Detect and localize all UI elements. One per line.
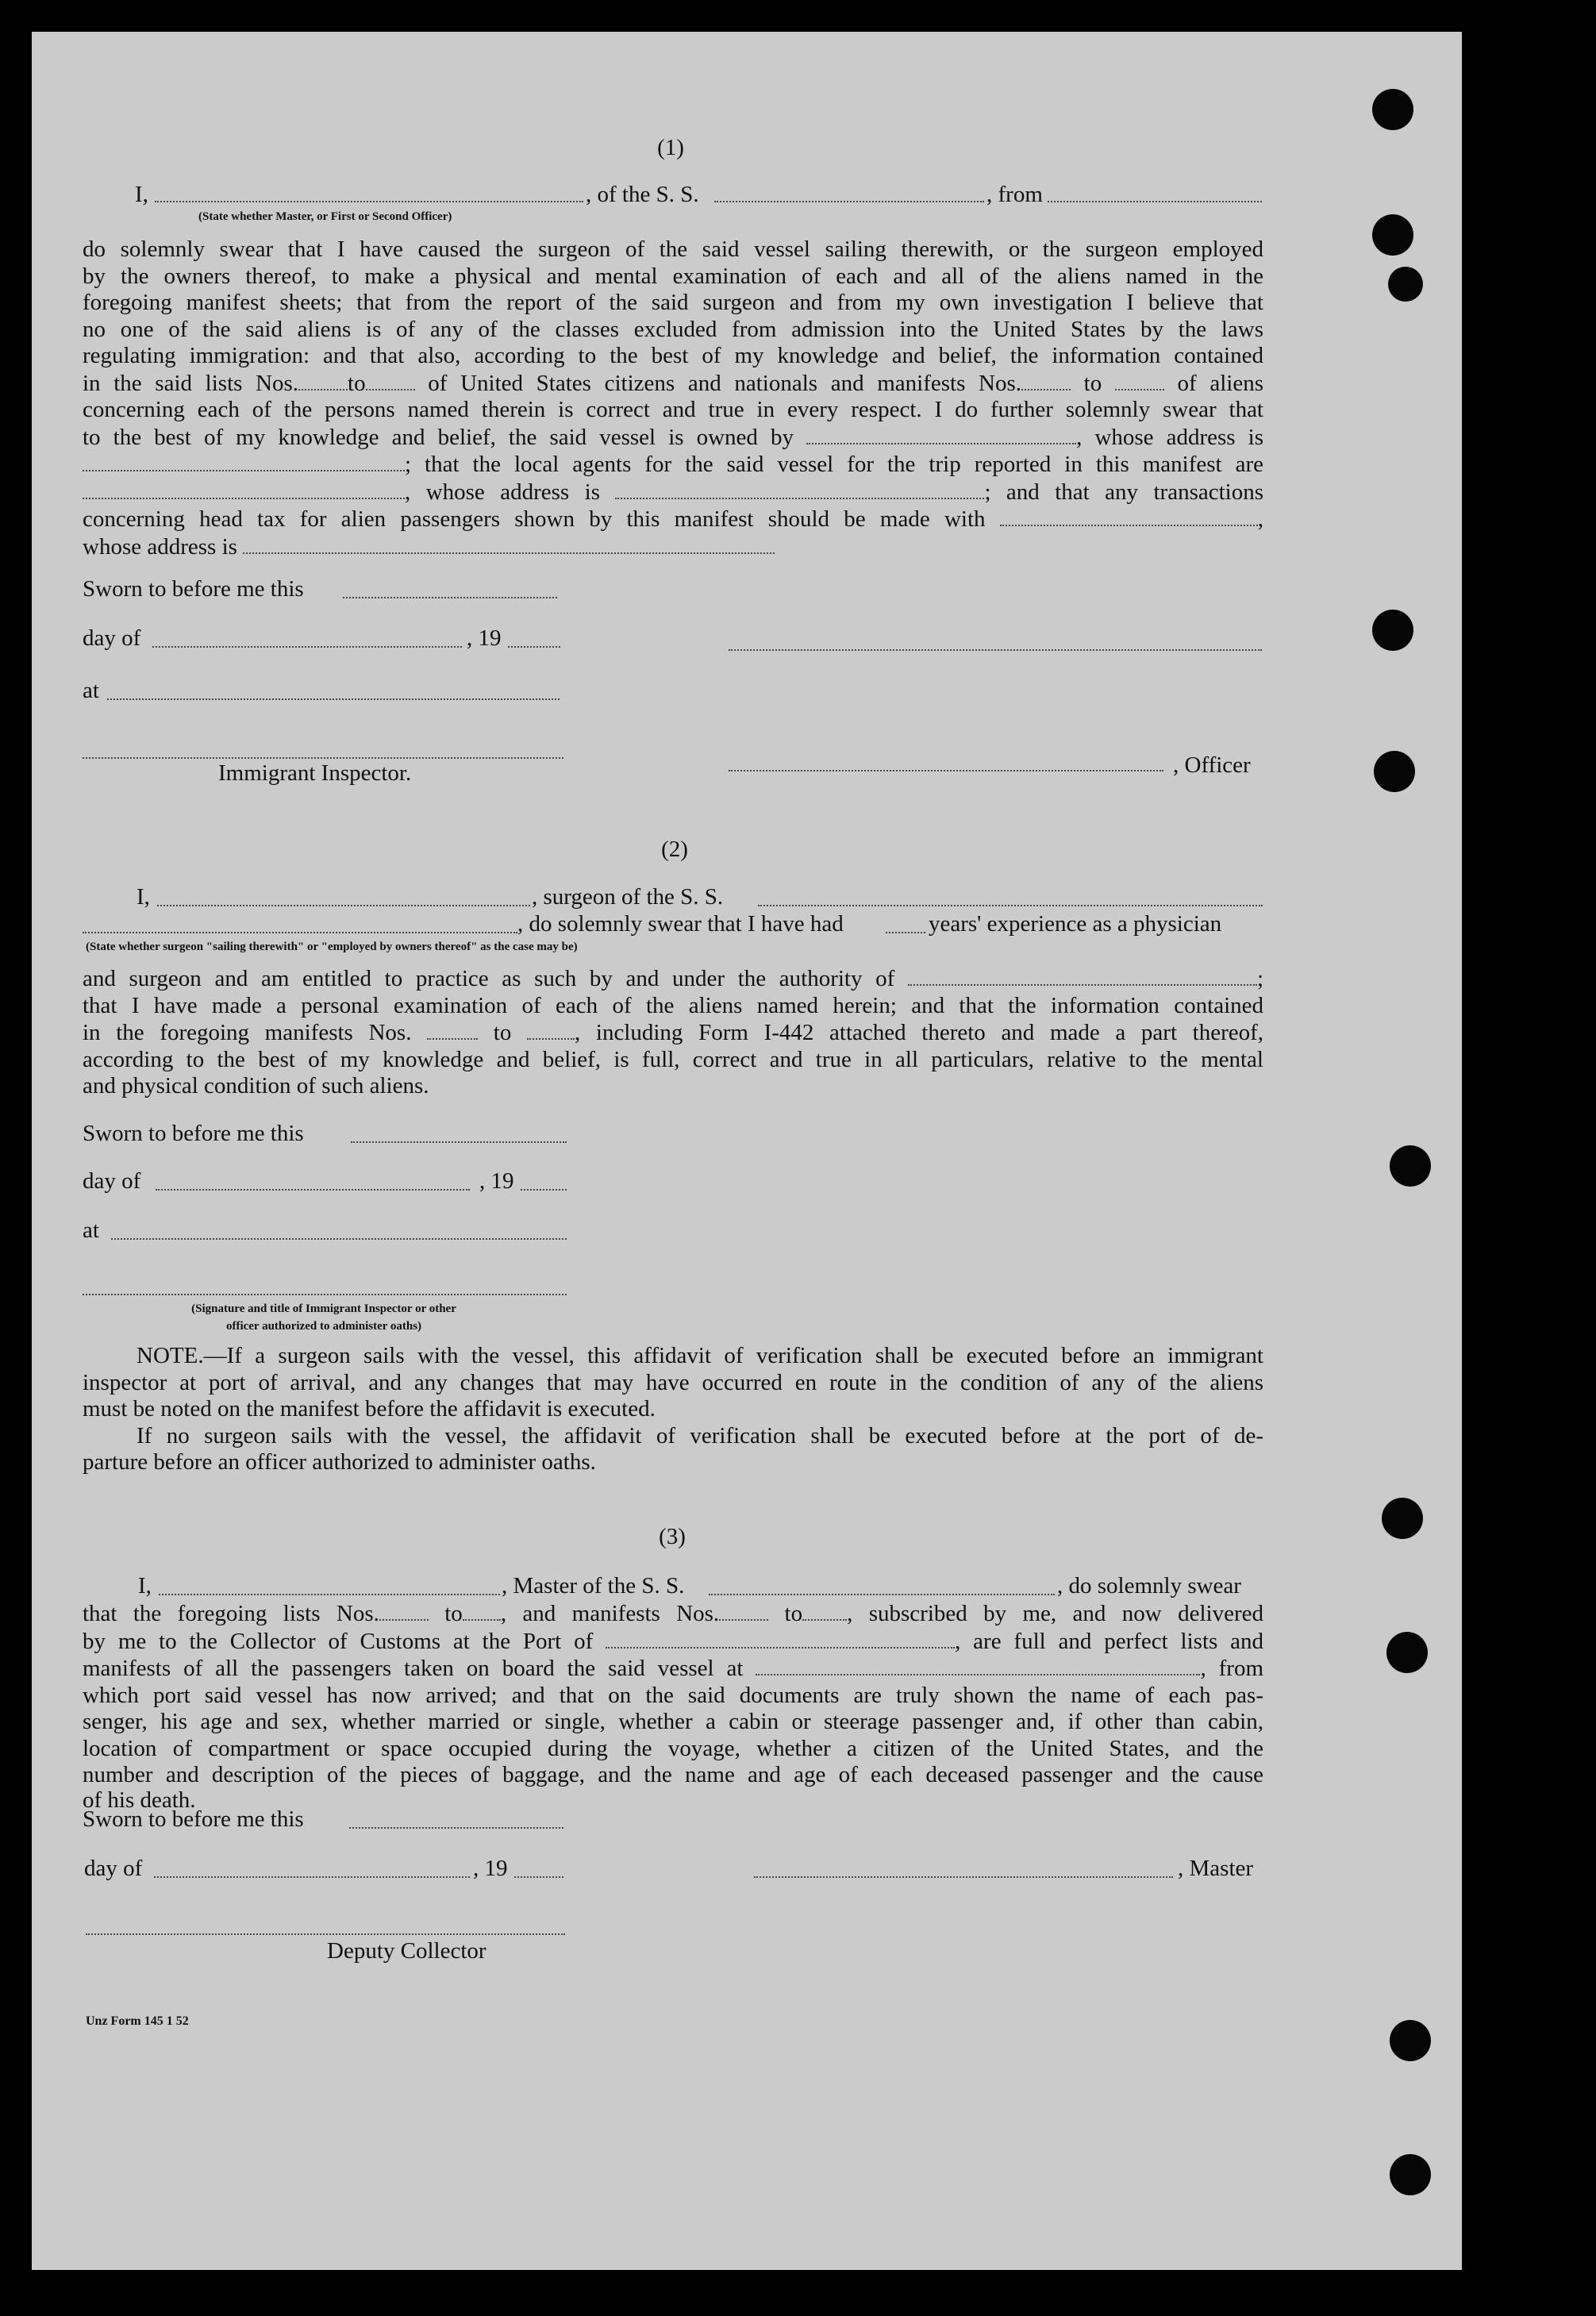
s3-text: manifests of all the passengers taken on board the said vessel at: [83, 1656, 744, 1681]
s2-text: , including Form I-442 attached thereto and made a part thereof,: [574, 1020, 1264, 1045]
s2-caption-line: (Signature and title of Immigrant Inspector or other: [191, 1302, 456, 1315]
s3-text: that the foregoing lists Nos.: [83, 1601, 379, 1626]
s2-line: and physical condition of such aliens.: [83, 1073, 429, 1098]
owner-address-field[interactable]: [83, 451, 405, 471]
s1-text: , whose address is: [1076, 424, 1264, 450]
s2-year-field[interactable]: [521, 1189, 567, 1191]
s2-month-field[interactable]: [156, 1189, 470, 1191]
s3-list-from-field[interactable]: [379, 1600, 429, 1621]
deputy-signature-field[interactable]: [86, 1933, 565, 1935]
s3-text: , are full and perfect lists and: [955, 1628, 1264, 1654]
s1-line: foregoing manifest sheets; that from the report of the said surgeon and from my own investigation I believe that: [83, 290, 1263, 315]
of-ss-label: , of the S. S.: [586, 182, 699, 207]
s1-year-label: , 19: [467, 625, 502, 651]
practice-authority-field[interactable]: [908, 965, 1257, 986]
master-of-label: , Master of the S. S.: [502, 1573, 685, 1599]
surgeon-note: [83, 1343, 1263, 1476]
s3-month-field[interactable]: [154, 1876, 470, 1878]
deputy-collector-label: Deputy Collector: [327, 1938, 486, 1964]
s1-text: concerning head tax for alien passengers shown by this manifest should be made with: [83, 506, 986, 532]
s3-list-to-field[interactable]: [463, 1600, 501, 1621]
ship-name-field[interactable]: [714, 201, 984, 202]
from-label: , from: [986, 182, 1043, 207]
section-3-heading: (3): [659, 1524, 686, 1549]
s1-text: to the best of my knowledge and belief, the said vessel is owned by: [83, 424, 794, 450]
note-line: must be noted on the manifest before the affidavit is executed.: [83, 1396, 656, 1422]
officer-rank-caption: (State whether Master, or First or Second Officer): [198, 210, 452, 223]
s3-year-field[interactable]: [514, 1876, 563, 1878]
section-2-body: [83, 965, 1263, 1100]
s3-text: , from: [1200, 1656, 1264, 1681]
inspector-signature-field[interactable]: [83, 757, 563, 759]
s3-line: [83, 1655, 1263, 1683]
s1-line: [83, 370, 1263, 398]
s1-line: no one of the said aliens is of any of the classes excluded from admission into the United States by the laws: [83, 316, 1263, 342]
surgeon-type-field[interactable]: [83, 932, 517, 933]
s1-text: ; and that any transactions: [984, 479, 1263, 505]
s1-sworn-label: Sworn to before me this: [83, 576, 304, 602]
surgeon-name-field[interactable]: [157, 905, 530, 906]
list-no-from-field[interactable]: [298, 370, 348, 390]
s2-line: [83, 1019, 1263, 1047]
s3-line: location of compartment or space occupied during the voyage, whether a citizen of the United States, and the: [83, 1735, 1263, 1761]
section-1-body: [83, 237, 1263, 560]
note-line: NOTE.—If a surgeon sails with the vessel, this affidavit of verification shall be executed before an immigrant: [137, 1343, 1263, 1368]
officer-signature-field[interactable]: [729, 649, 1262, 651]
s1-text: ; that the local agents for the said vessel for the trip reported in this manifest are: [405, 452, 1263, 477]
swear-label: , do solemnly swear that I have had: [517, 911, 844, 937]
years-label: years' experience as a physician: [929, 911, 1222, 937]
note-line: inspector at port of arrival, and any changes that may have occurred en route in the condition of any of the aliens: [83, 1369, 1263, 1395]
s3-text: , and manifests Nos.: [500, 1601, 720, 1626]
agents-address-field[interactable]: [615, 479, 984, 499]
s3-sworn-date-field[interactable]: [349, 1827, 563, 1829]
owner-field[interactable]: [806, 424, 1076, 444]
s3-line: of his death.: [83, 1787, 196, 1813]
master-label: , Master: [1178, 1856, 1254, 1881]
officer-label: , Officer: [1173, 752, 1251, 778]
s3-line: number and description of the pieces of baggage, and the name and age of each deceased passenger and the cause: [83, 1762, 1263, 1787]
s1-text: of aliens: [1177, 370, 1264, 396]
s1-line: by the owners thereof, to make a physical and mental examination of each and all of the aliens named in the: [83, 263, 1263, 289]
manifest-no-to-field[interactable]: [1115, 370, 1164, 390]
s1-at-place-field[interactable]: [107, 698, 560, 700]
s3-ship-name-field[interactable]: [709, 1594, 1055, 1595]
from-port-field[interactable]: [1048, 201, 1262, 202]
s1-text: in the said lists Nos.: [83, 370, 299, 396]
s3-text: by me to the Collector of Customs at the Port of: [83, 1628, 594, 1654]
s3-text: to: [784, 1601, 803, 1626]
s2-sworn-date-field[interactable]: [351, 1141, 567, 1143]
officer-rank-field[interactable]: [155, 201, 583, 202]
s2-line: according to the best of my knowledge and belief, is full, correct and true in all particulars, relative to the mental: [83, 1046, 1263, 1072]
s3-manifest-from-field[interactable]: [719, 1600, 768, 1621]
form-number: Unz Form 145 1 52: [86, 2014, 189, 2028]
section-3-body: [83, 1600, 1263, 1811]
s2-sworn-label: Sworn to before me this: [83, 1121, 304, 1146]
s3-text: , subscribed by me, and now delivered: [847, 1601, 1263, 1626]
s1-line: [83, 424, 1263, 452]
s1-line: [83, 451, 1263, 479]
s1-month-field[interactable]: [152, 646, 462, 648]
s2-manifest-from-field[interactable]: [427, 1019, 478, 1040]
local-agents-field[interactable]: [83, 479, 405, 499]
s2-at-label: at: [83, 1218, 99, 1243]
s1-at-label: at: [83, 678, 99, 703]
s1-line: do solemnly swear that I have caused the surgeon of the said vessel sailing therewith, or the surgeon employed: [83, 237, 1263, 262]
section-1-heading: (1): [657, 135, 684, 160]
s3-text: to: [444, 1601, 463, 1626]
s2-ship-name-field[interactable]: [758, 905, 1263, 906]
s3-sworn-label: Sworn to before me this: [83, 1806, 304, 1832]
s2-text: to: [493, 1020, 512, 1045]
s1-text: whose address is: [83, 533, 237, 560]
s2-caption-line: officer authorized to administer oaths): [225, 1320, 422, 1333]
years-experience-field[interactable]: [886, 932, 925, 933]
s3-line: which port said vessel has now arrived; and that on the said documents are truly shown the name of each pas-: [83, 1682, 1263, 1708]
s2-line: that I have made a personal examination of each of the aliens named herein; and that the information contained: [83, 992, 1263, 1018]
s1-text: , whose address is: [405, 479, 600, 505]
surgeon-i-label: I,: [137, 884, 150, 910]
s1-text: ,: [1257, 506, 1264, 532]
inspector-label: Immigrant Inspector.: [218, 760, 412, 786]
s3-line: [83, 1628, 1263, 1656]
s1-text: to: [1083, 370, 1102, 396]
s3-manifest-to-field[interactable]: [802, 1600, 847, 1621]
list-no-to-field[interactable]: [366, 370, 415, 390]
s1-text: of United States citizens and nationals and manifests Nos.: [428, 370, 1022, 396]
head-tax-address-field[interactable]: [243, 533, 775, 554]
master-signature-field[interactable]: [754, 1876, 1173, 1878]
note-line: If no surgeon sails with the vessel, the affidavit of verification shall be executed before at the port of de-: [137, 1422, 1263, 1448]
s1-day-of-label: day of: [83, 625, 141, 651]
s2-manifest-to-field[interactable]: [527, 1019, 575, 1040]
s3-day-of-label: day of: [84, 1856, 143, 1881]
s3-swear-label: , do solemnly swear: [1057, 1573, 1241, 1599]
master-name-field[interactable]: [159, 1594, 500, 1595]
s1-text: to: [348, 370, 366, 396]
s3-line: [83, 1600, 1263, 1628]
s1-line: [83, 506, 1263, 533]
s1-line: [83, 533, 1263, 561]
s1-line: concerning each of the persons named therein is correct and true in every respect. I do further solemnly swear that: [83, 397, 1263, 422]
section-2-heading: (2): [661, 837, 688, 862]
s2-text: ;: [1256, 966, 1264, 991]
s3-year-label: , 19: [473, 1856, 508, 1881]
s3-line: senger, his age and sex, whether married or single, whether a cabin or steerage passenger and, if other than cabin,: [83, 1709, 1263, 1734]
port-field[interactable]: [606, 1628, 955, 1649]
s2-text: in the foregoing manifests Nos.: [83, 1020, 412, 1045]
manifest-no-from-field[interactable]: [1021, 370, 1071, 390]
s1-year-field[interactable]: [508, 646, 560, 648]
s2-line: [83, 965, 1263, 993]
s2-text: and surgeon and am entitled to practice as such by and under the authority of: [83, 966, 895, 991]
officer-title-field[interactable]: [729, 770, 1163, 771]
master-i-label: I,: [135, 182, 148, 207]
s2-at-place-field[interactable]: [111, 1238, 567, 1240]
s2-inspector-signature-field[interactable]: [83, 1294, 567, 1295]
note-line: parture before an officer authorized to administer oaths.: [83, 1449, 596, 1475]
s2-day-of-label: day of: [83, 1168, 141, 1194]
s1-line: [83, 479, 1263, 506]
surgeon-type-caption: (State whether surgeon "sailing therewith" or "employed by owners thereof" as the case may be): [86, 941, 578, 953]
surgeon-of-label: , surgeon of the S. S.: [532, 884, 724, 910]
embark-port-field[interactable]: [756, 1655, 1200, 1675]
s1-sworn-date-field[interactable]: [343, 597, 557, 598]
master-i-label: I,: [138, 1573, 152, 1599]
s2-year-label: , 19: [479, 1168, 514, 1194]
s2-signature-caption: [86, 1300, 562, 1335]
head-tax-contact-field[interactable]: [1000, 506, 1258, 526]
s1-line: regulating immigration: and that also, according to the best of my knowledge and belief, the information contained: [83, 343, 1263, 368]
